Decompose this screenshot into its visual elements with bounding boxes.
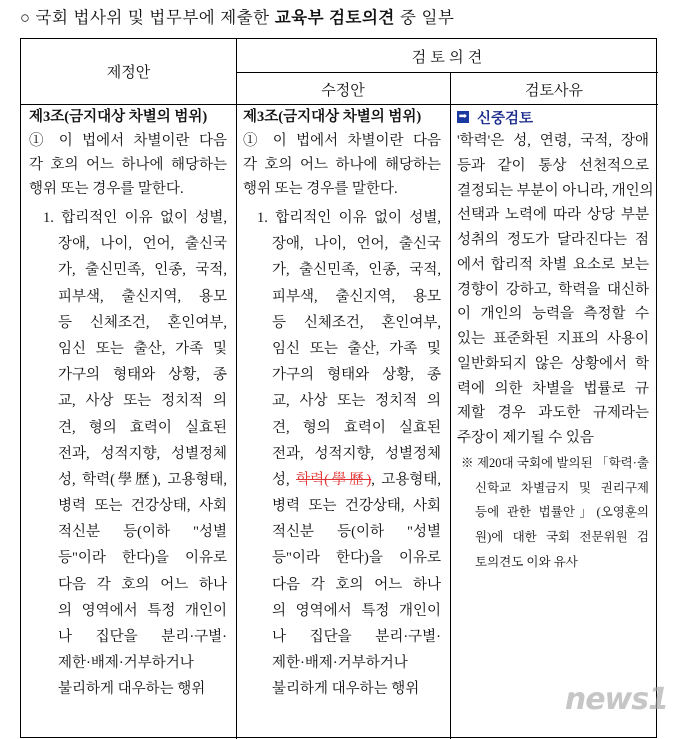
text-line: 나 집단을 분리·구별· — [272, 629, 441, 645]
text-line: 임신 또는 출산, 가족 및 — [272, 340, 441, 357]
text-line: 주장이 제기될 수 있음 — [457, 430, 594, 446]
text-line: 가구의 형태와 상황, 종 — [58, 367, 227, 384]
text-line: 등 신체조건, 혼인여부, — [58, 314, 227, 331]
text-line: 행위 또는 경우를 말한다. — [243, 181, 398, 197]
column-divider — [450, 72, 451, 739]
text-line: 의 영역에서 특정 개인이 — [58, 602, 227, 619]
column-divider — [236, 39, 237, 739]
text-line: 전과, 성적지향, 성별정체 — [58, 445, 227, 462]
text-line: 제3조(금지대상 차별의 범위) — [29, 109, 208, 125]
struck-line — [243, 467, 441, 493]
text-line: 등"이라 한다)을 이유로 — [272, 550, 441, 567]
comparison-table — [20, 38, 657, 738]
text-line: 제한·배제·거부하거나 — [272, 655, 408, 672]
text-line: 원)에 대한 국회 전문위원 검 — [475, 530, 649, 545]
text-line: 불리하게 대우하는 행위 — [58, 681, 206, 698]
header-review-opinion: 검 토 의 견 — [411, 49, 483, 66]
note — [457, 451, 649, 575]
text-line: 일반화되지 않은 상황에서 학 — [457, 355, 649, 372]
text-line: 에서 합리적 차별 요소로 보는 — [457, 256, 649, 273]
revision-column — [243, 105, 441, 703]
text-line: 견, 형의 효력이 실효된 — [58, 419, 227, 436]
text-line: 선택과 노력에 따라 상당 부분 — [457, 207, 649, 224]
text-line: 각 호의 어느 하나에 해당하는 — [29, 157, 227, 173]
draft-column — [29, 105, 227, 703]
item-1 — [243, 205, 441, 703]
text-line: ① 이 법에서 차별이란 다음 — [243, 133, 441, 149]
text-line: 다음 각 호의 어느 하나 — [58, 576, 227, 593]
text-line: 적신분 등(이하 "성별 — [58, 524, 227, 541]
header-review-reason: 검토사유 — [525, 82, 583, 99]
text-line: ① 이 법에서 차별이란 다음 — [29, 133, 227, 149]
text-line: 등 신체조건, 혼인여부, — [272, 314, 441, 331]
text-line: 제한·배제·거부하거나 — [58, 655, 194, 672]
text-line: 토의견도 이와 유사 — [475, 554, 578, 569]
text-line: 행위 또는 경우를 말한다. — [29, 181, 184, 197]
text-line: 성취의 정도가 달라진다는 점 — [457, 232, 649, 248]
text-line: 다음 각 호의 어느 하나 — [272, 576, 441, 593]
text-line: '학력'은 성, 연령, 국적, 장애 — [457, 133, 649, 149]
text-line: 가, 출신민족, 인종, 국적, — [272, 262, 441, 279]
text-line: 장애, 나이, 언어, 출신국 — [272, 236, 441, 253]
text-line: 전과, 성적지향, 성별정체 — [272, 445, 441, 462]
deleted-text: 학력(學歷) — [296, 471, 372, 488]
news1-watermark: news1 — [564, 682, 668, 717]
text-line: 병력 또는 건강상태, 사회 — [58, 498, 227, 515]
header-draft: 제정안 — [106, 64, 151, 81]
text-line: 1. 합리적인 이유 없이 성별, — [257, 210, 441, 226]
text-line: 제할 경우 과도한 규제라는 — [457, 405, 649, 422]
header-revision: 수정안 — [321, 82, 365, 99]
text-line: 등과 같이 통상 선천적으로 — [457, 157, 649, 174]
arrow-right-icon: ➡ — [458, 111, 468, 122]
text-line: 가구의 형태와 상황, 종 — [272, 367, 441, 384]
text-line: 제3조(금지대상 차별의 범위) — [243, 109, 422, 125]
item-1 — [29, 205, 227, 703]
title-text: ○ 국회 법사위 및 법무부에 제출한 — [20, 9, 275, 27]
text-line: 있는 표준화된 지표의 사용이 — [457, 331, 649, 347]
text-line: 병력 또는 건강상태, 사회 — [272, 498, 441, 515]
text-line: 견, 형의 효력이 실효된 — [272, 419, 441, 436]
text-line: 신학교 차별금지 및 권리구제 — [475, 480, 649, 495]
text-line: 1. 합리적인 이유 없이 성별, — [43, 210, 227, 226]
row-divider — [236, 72, 658, 73]
text-line: ※ 제20대 국회에 발의된 「학력·출 — [461, 455, 649, 470]
text-line: 교, 사상 또는 정치적 의 — [272, 393, 441, 410]
text-segment: 성, — [272, 471, 297, 488]
text-line: 피부색, 출신지역, 용모 — [58, 288, 227, 305]
text-line: 성, 학력(學歷), 고용형태, — [58, 471, 227, 488]
heading-text: 신중검토 — [477, 110, 534, 127]
text-line: 불리하게 대우하는 행위 — [272, 681, 420, 698]
text-line: 이 개인의 능력을 측정할 수 — [457, 306, 649, 323]
text-segment: , 고용형태, — [371, 471, 441, 488]
title-suffix: 중 일부 — [394, 9, 455, 27]
text-line: 장애, 나이, 언어, 출신국 — [58, 236, 227, 253]
careful-review-heading — [457, 105, 649, 129]
review-reason-column — [457, 105, 654, 575]
text-line: 나 집단을 분리·구별· — [58, 629, 227, 645]
text-line: 임신 또는 출산, 가족 및 — [58, 340, 227, 357]
text-line: 등"이라 한다)을 이유로 — [58, 550, 227, 567]
text-line: 각 호의 어느 하나에 해당하는 — [243, 157, 441, 173]
text-line: 력에 의한 차별을 법률로 규 — [457, 380, 649, 397]
text-line: 교, 사상 또는 정치적 의 — [58, 393, 227, 410]
title-bold-text: 교육부 검토의견 — [274, 9, 395, 27]
text-line: 적신분 등(이하 "성별 — [272, 524, 441, 541]
document-title — [20, 4, 454, 28]
text-line: 피부색, 출신지역, 용모 — [272, 288, 441, 305]
text-line: 결정되는 부분이 아니라, 개인의 — [457, 182, 654, 199]
text-line: 경향이 강하고, 학력을 대신하 — [457, 281, 649, 298]
text-line: 가, 출신민족, 인종, 국적, — [58, 262, 227, 279]
text-line: 등에 관한 법률안」(오영훈의 — [475, 505, 649, 520]
text-line: 의 영역에서 특정 개인이 — [272, 602, 441, 619]
